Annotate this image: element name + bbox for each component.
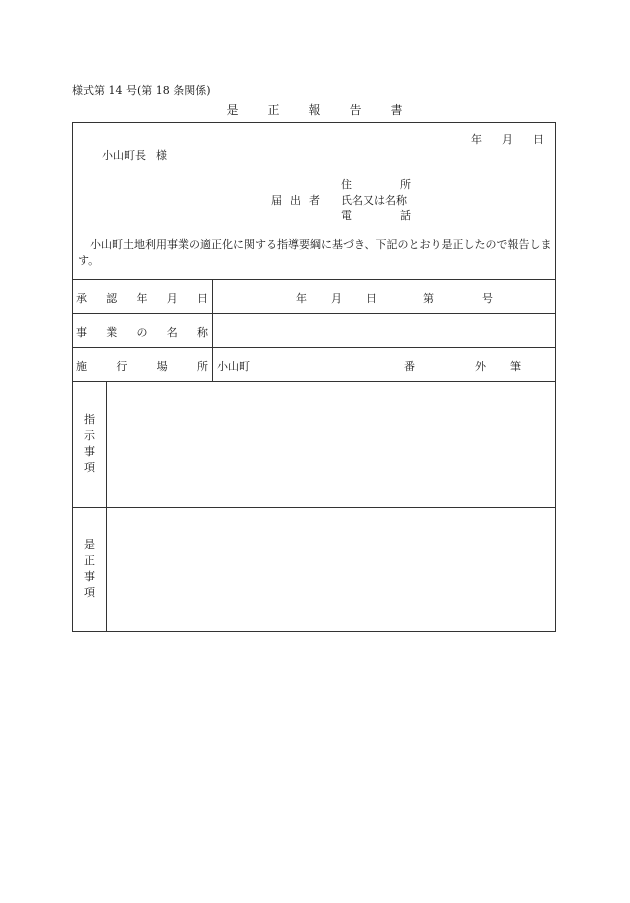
- applicant-char: 出: [290, 194, 301, 207]
- name-label: 氏名又は名称: [341, 194, 407, 207]
- label-char: の: [136, 326, 148, 339]
- label-char: 示: [84, 429, 95, 442]
- addressee-name: 小山町長: [102, 149, 146, 162]
- title-char: 書: [390, 103, 404, 117]
- form-number: 様式第 14 号(第 18 条関係): [72, 84, 211, 97]
- address-char: 所: [400, 178, 411, 191]
- approval-no-suffix: 号: [482, 292, 493, 305]
- phone-char: 電: [341, 209, 352, 222]
- title-char: 報: [308, 103, 322, 117]
- phone-char: 話: [400, 209, 411, 222]
- label-char: 場: [156, 360, 168, 373]
- year-label: 年: [471, 133, 482, 146]
- label-char: 事: [76, 326, 87, 339]
- label-char: 所: [196, 360, 208, 373]
- title-char: 告: [349, 103, 363, 117]
- location-town: 小山町: [217, 360, 250, 373]
- title-char: 正: [267, 103, 281, 117]
- document-title: [0, 101, 630, 118]
- applicant-char: 者: [309, 194, 320, 207]
- label-char: 指: [84, 413, 95, 426]
- report-body: 小山町土地利用事業の適正化に関する指導要綱に基づき、下記のとおり是正したので報告します。: [78, 238, 552, 267]
- label-char: 年: [136, 292, 148, 305]
- instructions-label: [73, 412, 106, 476]
- approval-no-prefix: 第: [423, 292, 434, 305]
- day-label: 日: [533, 133, 544, 146]
- label-char: 行: [116, 360, 128, 373]
- label-char: 月: [166, 292, 178, 305]
- applicant-char: 届: [271, 194, 282, 207]
- label-char: 項: [84, 461, 95, 474]
- label-char: 是: [84, 538, 95, 551]
- applicant-label: [271, 192, 328, 208]
- title-char: 是: [226, 103, 240, 117]
- approval-year-label: 年: [296, 292, 307, 305]
- divider: [72, 313, 556, 314]
- label-char: 日: [197, 292, 208, 305]
- divider: [72, 507, 556, 508]
- label-char: 項: [84, 586, 95, 599]
- location-label: [76, 358, 208, 374]
- month-label: 月: [502, 133, 513, 146]
- divider: [72, 347, 556, 348]
- label-char: 認: [106, 292, 118, 305]
- column-divider: [106, 381, 107, 632]
- approval-day-label: 日: [366, 292, 377, 305]
- label-char: 業: [106, 326, 118, 339]
- corrections-label: [73, 537, 106, 601]
- column-divider: [212, 279, 213, 381]
- label-char: 名: [166, 326, 178, 339]
- approval-month-label: 月: [331, 292, 342, 305]
- divider: [72, 381, 556, 382]
- label-char: 事: [84, 445, 95, 458]
- phone-label: [341, 207, 411, 223]
- label-char: 正: [84, 554, 95, 567]
- report-date: [451, 131, 544, 147]
- address-char: 住: [341, 178, 352, 191]
- location-hitsu: 筆: [510, 360, 521, 373]
- location-ban: 番: [404, 360, 415, 373]
- project-name-label: [76, 324, 208, 340]
- approval-date-label: [76, 290, 208, 306]
- addressee: [102, 147, 167, 163]
- label-char: 承: [76, 292, 87, 305]
- location-gai: 外: [475, 360, 486, 373]
- label-char: 称: [197, 326, 208, 339]
- addressee-honorific: 様: [156, 149, 167, 162]
- divider: [72, 279, 556, 280]
- label-char: 事: [84, 570, 95, 583]
- address-label: [341, 176, 411, 192]
- label-char: 施: [76, 360, 87, 373]
